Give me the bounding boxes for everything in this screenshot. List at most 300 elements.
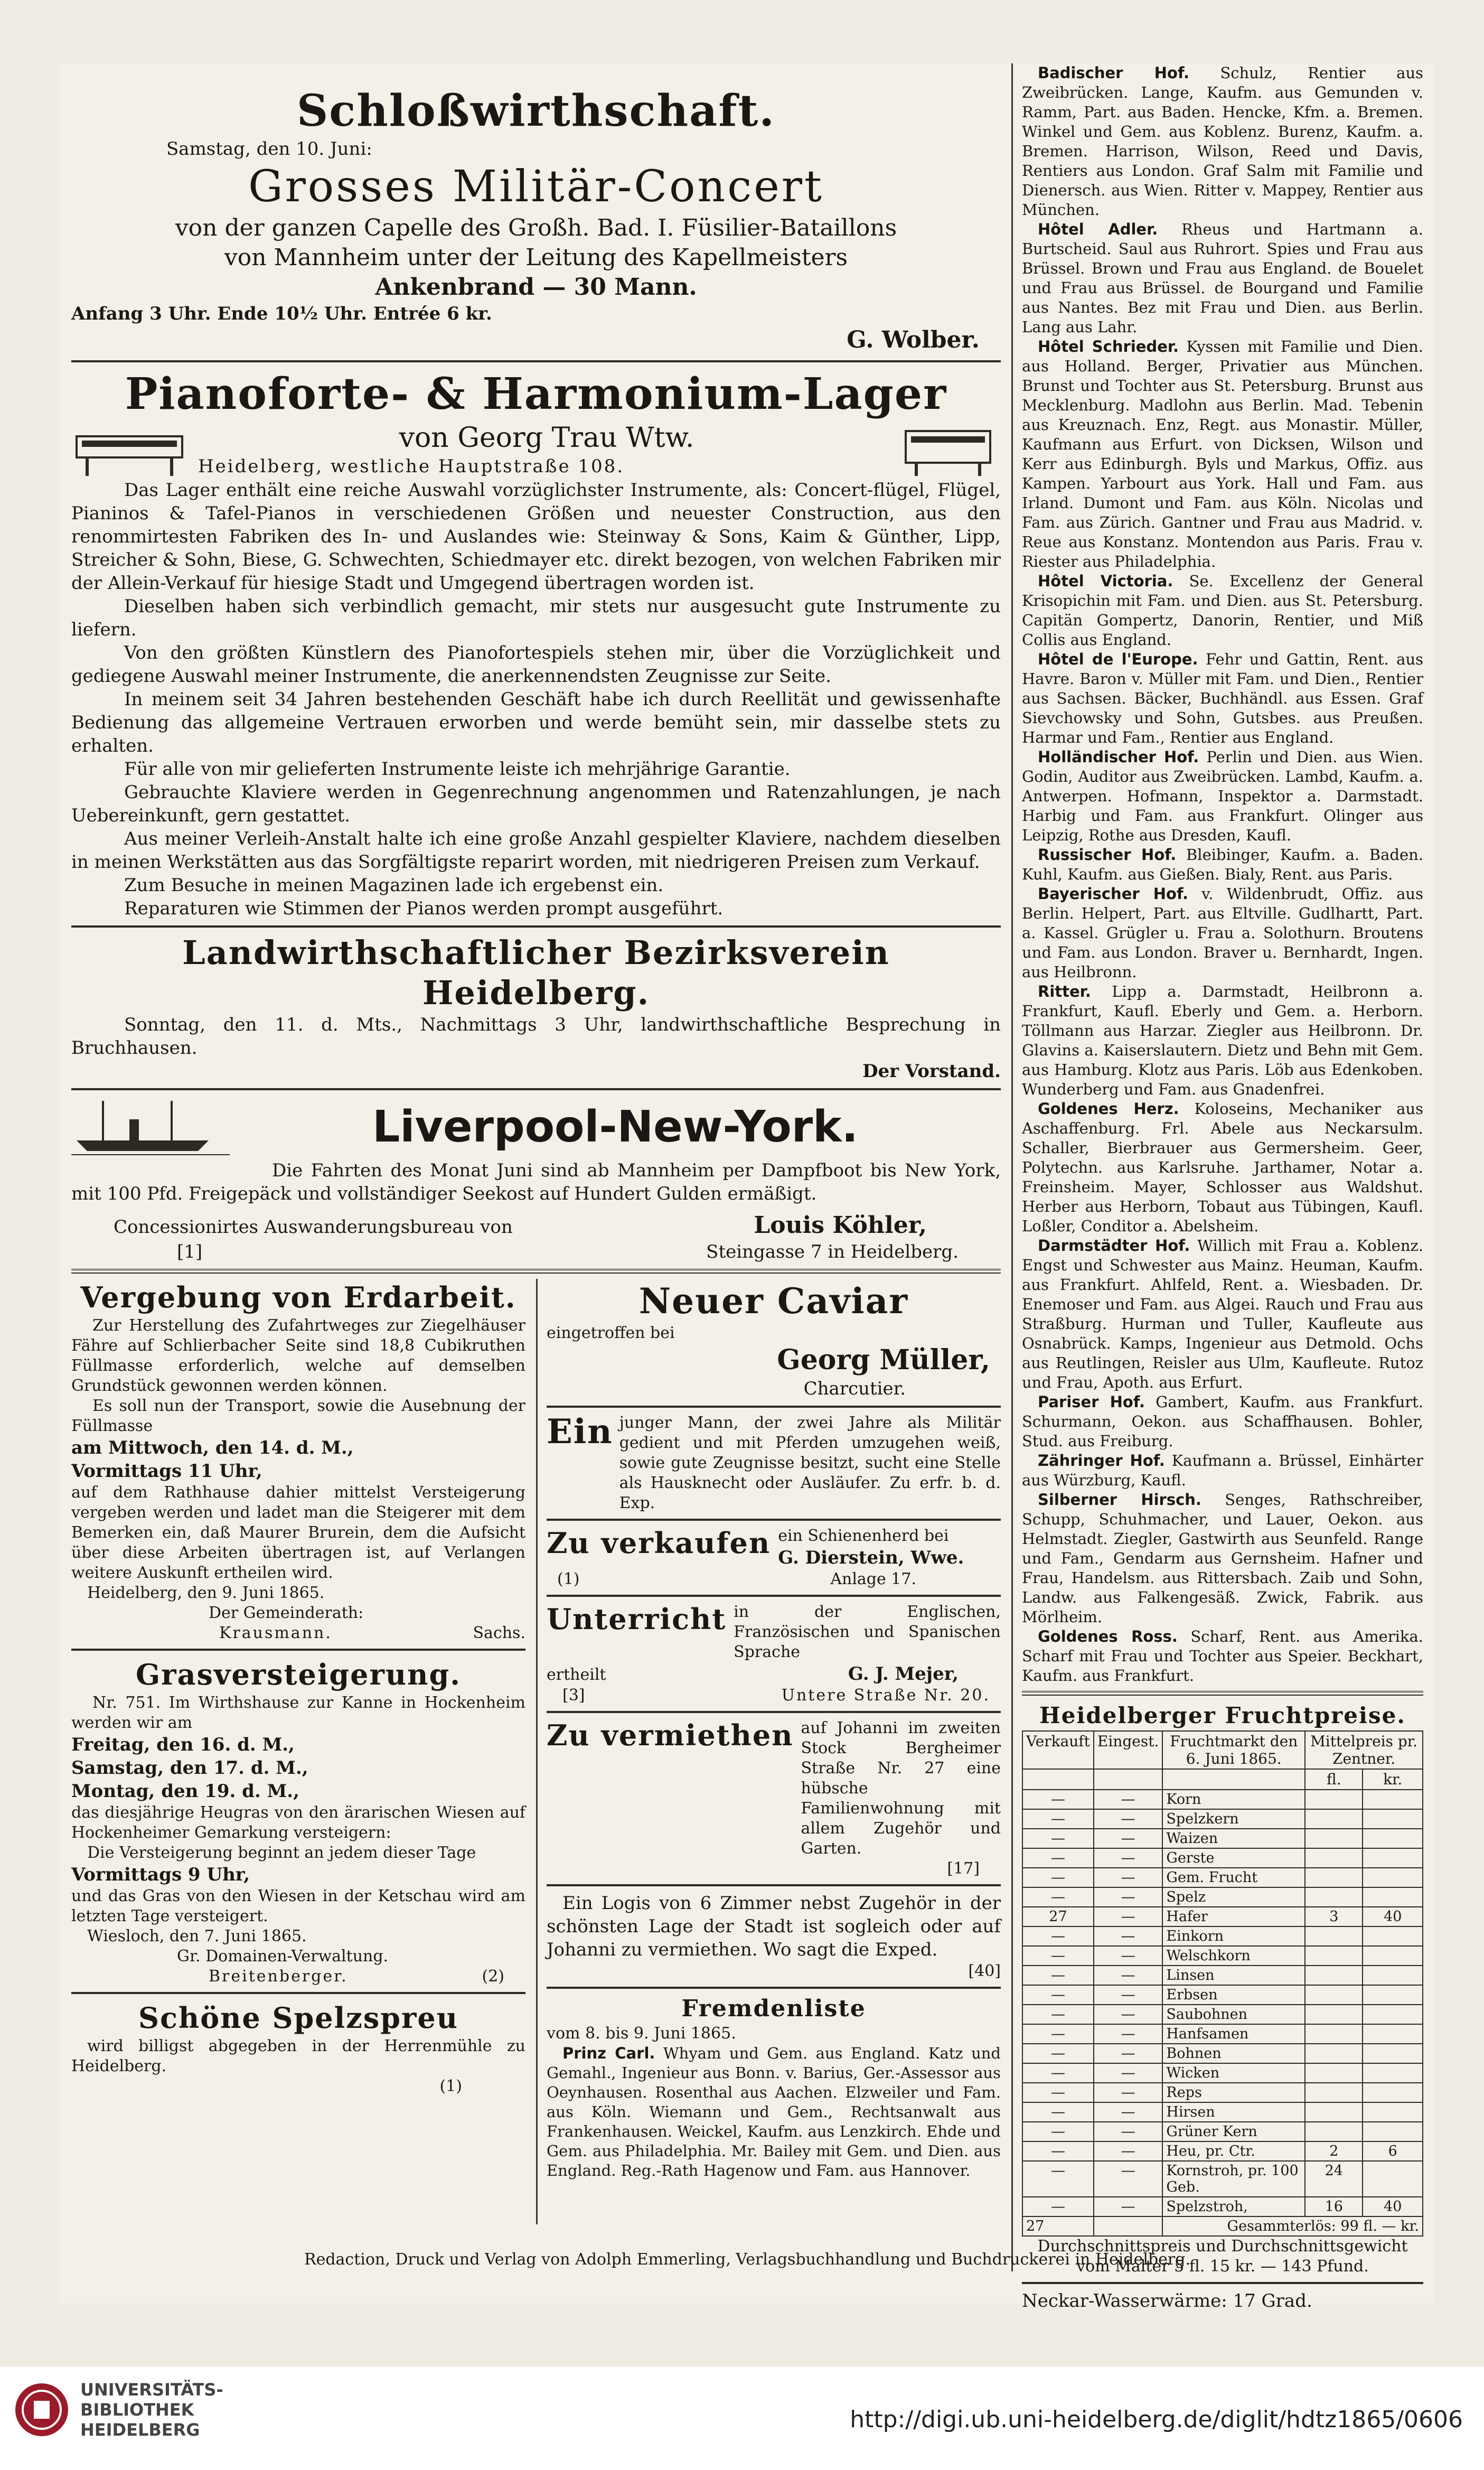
- liverpool-title: Liverpool-New-York.: [372, 1102, 858, 1152]
- divider: [547, 1595, 1001, 1597]
- landw-sign: Der Vorstand.: [862, 1061, 1001, 1082]
- lower-ads: [71, 1279, 1001, 2224]
- library-line2: BIBLIOTHEK: [80, 2400, 194, 2420]
- hotel-guests: Whyam und Gem. aus England. Katz und Gemahl., Ingenieur aus Bonn. v. Barius, Ger.-Assessor aus Oeynhausen. Rosenthal aus Aachen. Elzweiler und Fam. aus Köln. Wiemann und Gem., Rechtsanwalt aus Frankenhausen. Weickel, Kaufm. aus Lenzkirch. Ehde und Gem. aus Philadelphia. Mr. Bailey mit Gem. und Dien. aus England. Reg.-Rath Hagenow und Fam. aus Hannover.: [547, 2044, 1001, 2179]
- cell-name: Kornstroh, pr. 100 Geb.: [1162, 2161, 1305, 2197]
- hotel-name: Darmstädter Hof.: [1038, 1237, 1190, 1255]
- cell-v: —: [1022, 1966, 1094, 1985]
- cell-kr: [1363, 2044, 1423, 2063]
- gras-time: Vormittags 9 Uhr,: [71, 1864, 250, 1885]
- cell-kr: [1363, 1809, 1423, 1829]
- fremden-list: [547, 1994, 1001, 2181]
- unterricht-name: G. J. Mejer,: [848, 1663, 959, 1685]
- price-table: [1022, 1730, 1423, 2237]
- unterricht-ad: [547, 1602, 1001, 1706]
- vergebung-sign2: Sachs.: [473, 1624, 525, 1642]
- spelz-title: Schöne Spelzspreu: [138, 2001, 459, 2035]
- caviar-ad: [547, 1279, 1001, 1400]
- piano-p2: Dieselben haben sich verbindlich gemacht, mir stets nur ausgesucht gute Instrumente zu liefern.: [71, 596, 1001, 640]
- table-row: [1022, 2122, 1423, 2141]
- table-row: [1022, 2063, 1423, 2083]
- vergebung-name: Krausmann.: [219, 1624, 332, 1642]
- schloss-conductor: Ankenbrand — 30 Mann.: [375, 274, 697, 301]
- cell-v: —: [1022, 1809, 1094, 1829]
- table-row: [1022, 2024, 1423, 2044]
- table-row: [1022, 1829, 1423, 1848]
- cell-v: —: [1022, 1868, 1094, 1887]
- divider: [547, 1711, 1001, 1713]
- caviar-job: Charcutier.: [803, 1378, 906, 1399]
- hotel-name: Hôtel Victoria.: [1038, 572, 1173, 590]
- verkaufen-ad: [547, 1526, 1001, 1589]
- logis-num: [40]: [968, 1962, 1001, 1980]
- cell-fl: [1305, 1887, 1363, 1907]
- cell-kr: [1363, 1848, 1423, 1868]
- cell-kr: [1363, 2161, 1423, 2197]
- cell-e: —: [1094, 1985, 1162, 2005]
- cell-v: —: [1022, 2044, 1094, 2063]
- vergebung-time: Vormittags 11 Uhr,: [71, 1461, 262, 1482]
- hotel-entry: [1022, 747, 1423, 845]
- hotel-name: Ritter.: [1038, 983, 1091, 1000]
- cell-e: —: [1094, 1809, 1162, 1829]
- piano-p9: Reparaturen wie Stimmen der Pianos werden prompt ausgeführt.: [124, 898, 724, 919]
- cell-name: Hanfsamen: [1162, 2024, 1305, 2044]
- divider: [547, 1406, 1001, 1408]
- cell-kr: [1363, 1829, 1423, 1848]
- hotel-guests: Gambert, Kaufm. aus Frankfurt. Schurmann, Oekon. aus Schaffhausen. Bohler, Stud. aus Freiburg.: [1022, 1393, 1424, 1450]
- table-row: [1022, 1946, 1423, 1966]
- hotel-guests: Kaufmann a. Brüssel, Einhärter aus Würzburg, Kaufl.: [1022, 1452, 1423, 1489]
- col-mittelpreis: Mittelpreis pr. Zentner.: [1305, 1731, 1423, 1769]
- lower-left-column: [71, 1279, 525, 2097]
- cell-name: Gerste: [1162, 1848, 1305, 1868]
- cell-fl: [1305, 1985, 1363, 2005]
- cell-v: —: [1022, 1946, 1094, 1966]
- hotel-guests: Willich mit Frau a. Koblenz. Engst und Schwester aus Mainz. Heuman, Kaufm. aus Frankfurt. Ahlfeld, Rent. a. Wiesbaden. Dr. Enemoser und Fam. aus Algei. Rauch und Frau aus Straßburg. Hurman und Tuller, Kaufleute aus Osnabrück. Kamps, Ingenieur aus Detmold. Ochs aus Reutlingen, Reisler aus Ulm, Kaufleute. Rutoz und Frau, Apoth. aus Erfurt.: [1022, 1237, 1423, 1391]
- hotel-entry: [1022, 337, 1423, 572]
- schloss-line2: von Mannheim unter der Leitung des Kapellmeisters: [224, 244, 848, 271]
- cell-name: Spelz: [1162, 1887, 1305, 1907]
- hotel-entry: [1022, 63, 1423, 220]
- gras-d1: Freitag, den 16. d. M.,: [71, 1734, 295, 1755]
- unterricht-text: in der Englischen, Französischen und Spanischen Sprache: [734, 1603, 1001, 1661]
- gras-d2: Samstag, den 17. d. M.,: [71, 1757, 308, 1779]
- cell-e: —: [1094, 2044, 1162, 2063]
- hotel-entry: [1022, 982, 1423, 1099]
- cell-e: —: [1094, 2141, 1162, 2161]
- divider: [71, 1269, 1001, 1274]
- unterricht-num: [3]: [562, 1686, 585, 1705]
- cell-v: —: [1022, 2083, 1094, 2102]
- hotel-name: Goldenes Herz.: [1038, 1100, 1179, 1118]
- hotel-name: Hôtel de l'Europe.: [1038, 650, 1198, 668]
- table-row: [1022, 1926, 1423, 1946]
- cell-e: —: [1094, 1848, 1162, 1868]
- steamship-image: [71, 1096, 230, 1159]
- divider: [547, 1987, 1001, 1989]
- cell-v: —: [1022, 2197, 1094, 2216]
- cell-kr: [1363, 1946, 1423, 1966]
- cell-fl: 3: [1305, 1907, 1363, 1926]
- cell-fl: 16: [1305, 2197, 1363, 2216]
- schloss-date: Samstag, den 10. Juni:: [166, 138, 372, 160]
- vermiethen-ad: [547, 1718, 1001, 1879]
- piano-title: Pianoforte- & Harmonium-Lager: [125, 369, 947, 419]
- cell-fl: [1305, 1946, 1363, 1966]
- gras-d3: Montag, den 19. d. M.,: [71, 1781, 299, 1802]
- neckar-temperature: Neckar-Wasserwärme: 17 Grad.: [1022, 2290, 1312, 2312]
- vergebung-p3: auf dem Rathhause dahier mittelst Versteigerung vergeben werden und ladet man die Steigerer mit dem Bemerken ein, daß Maurer Brurein, dem die Aufsicht über diese Arbeiten übertragen ist, auf Verlangen weitere Auskunft ertheilen wird.: [71, 1483, 525, 1582]
- cell-e: —: [1094, 1946, 1162, 1966]
- table-row: [1022, 2005, 1423, 2024]
- cell-fl: [1305, 2024, 1363, 2044]
- hotel-name: Prinz Carl.: [562, 2044, 655, 2062]
- price-table-body: [1022, 1790, 1423, 2216]
- schloss-line1: von der ganzen Capelle des Großh. Bad. I. Füsilier-Bataillons: [175, 214, 897, 241]
- cell-fl: [1305, 1829, 1363, 1848]
- gras-p3: Die Versteigerung beginnt an jedem dieser Tage: [87, 1844, 476, 1862]
- cell-kr: [1363, 1966, 1423, 1985]
- cell-name: Saubohnen: [1162, 2005, 1305, 2024]
- cell-name: Reps: [1162, 2083, 1305, 2102]
- library-line3: HEIDELBERG: [80, 2420, 200, 2440]
- unterricht-sub: ertheilt: [547, 1666, 606, 1684]
- cell-kr: [1363, 1985, 1423, 2005]
- cell-v: —: [1022, 2063, 1094, 2083]
- cell-v: —: [1022, 1790, 1094, 1809]
- schloss-title: Schloßwirthschaft.: [297, 86, 775, 136]
- cell-kr: [1363, 2102, 1423, 2122]
- divider: [71, 360, 1001, 362]
- cell-e: —: [1094, 2005, 1162, 2024]
- cell-fl: 2: [1305, 2141, 1363, 2161]
- cell-v: —: [1022, 2122, 1094, 2141]
- frucht-title: Heidelberger Fruchtpreise.: [1039, 1702, 1406, 1728]
- hotel-list: [1022, 63, 1423, 1686]
- piano-p7: Aus meiner Verleih-Anstalt halte ich eine große Anzahl gespielter Klaviere, nachdem dieselben in meinen Werkstätten aus das Sorgfältigste reparirt worden, mit niedrigeren Preisen zum Verkauf.: [71, 828, 1001, 873]
- cell-fl: [1305, 2063, 1363, 2083]
- divider: [71, 925, 1001, 928]
- hotel-name: Pariser Hof.: [1038, 1393, 1145, 1411]
- cell-e: —: [1094, 1926, 1162, 1946]
- gras-p4: und das Gras von den Wiesen in der Ketschau wird am letzten Tage versteigert.: [71, 1887, 525, 1925]
- landw-ad: [71, 933, 1001, 1083]
- hotel-entry: [1022, 1451, 1423, 1490]
- col-eingestellt: Eingest.: [1094, 1731, 1162, 1769]
- verkaufen-head: Zu verkaufen: [547, 1526, 771, 1560]
- spelz-text: wird billigst abgegeben in der Herrenmühle zu Heidelberg.: [71, 2037, 525, 2075]
- vergebung-ad: [71, 1279, 525, 1643]
- cell-fl: [1305, 2102, 1363, 2122]
- cell-fl: [1305, 2005, 1363, 2024]
- hotel-name: Goldenes Ross.: [1038, 1627, 1178, 1645]
- gras-title: Grasversteigerung.: [136, 1658, 461, 1691]
- piano-p4: In meinem seit 34 Jahren bestehenden Geschäft habe ich durch Reellität und gewissenhafte Bedienung das allgemeine Vertrauen erworben und werde bemüht sein, mir dasselbe stets zu erhalten.: [71, 689, 1001, 756]
- hotel-name: Holländischer Hof.: [1038, 748, 1199, 766]
- cell-e: —: [1094, 1829, 1162, 1848]
- cell-name: Spelzkern: [1162, 1809, 1305, 1829]
- cell-name: Korn: [1162, 1790, 1305, 1809]
- divider: [547, 1519, 1001, 1521]
- lower-right-column: [547, 1279, 1001, 2181]
- hotel-name: Silberner Hirsch.: [1038, 1491, 1201, 1509]
- hotel-guests: Lipp a. Darmstadt, Heilbronn a. Frankfurt, Kaufl. Eberly und Gem. a. Herborn. Töllmann aus Harzar. Ziegler aus Heilbronn. Dr. Glavins a. Kaiserslautern. Dietz und Behn mit Gem. aus Hamburg. Klotz aus Paris. Löb aus Edenkoben. Wunderberg und Fam. aus Gnadenfrei.: [1022, 983, 1423, 1098]
- col-fl: fl.: [1305, 1769, 1363, 1790]
- hotel-guests: Fehr und Gattin, Rent. aus Havre. Baron v. Müller mit Fam. und Dien., Rentier aus Sachsen. Bäcker, Buchhändl. aus Essen. Graf Sievchowsky und Sohn, Gutsbes. aus Preußen. Harmar und Fam., Rentier aus England.: [1022, 650, 1424, 746]
- cell-kr: [1363, 2063, 1423, 2083]
- gras-p2: das diesjährige Heugras von den ärarischen Wiesen auf Hockenheimer Gemarkung versteigern:: [71, 1803, 525, 1842]
- piano-p3: Von den größten Künstlern des Pianofortespiels stehen mir, über die Vorzüglichkeit und gediegene Auswahl meiner Instrumente, die anerkennendsten Zeugnisse zur Seite.: [71, 642, 1001, 687]
- piano-image-left: [71, 420, 198, 479]
- library-logo[interactable]: [13, 2380, 223, 2440]
- cell-name: Heu, pr. Ctr.: [1162, 2141, 1305, 2161]
- piano-owner: von Georg Trau Wtw.: [399, 422, 694, 454]
- table-row: [1022, 1809, 1423, 1829]
- imprint: Redaction, Druck und Verlag von Adolph Emmerling, Verlagsbuchhandlung und Buchdruckerei in Heidelberg.: [304, 2250, 1190, 2269]
- cell-v: —: [1022, 2102, 1094, 2122]
- cell-fl: [1305, 1848, 1363, 1868]
- vergebung-date: am Mittwoch, den 14. d. M.,: [71, 1437, 354, 1458]
- liverpool-text: Die Fahrten des Monat Juni sind ab Mannheim per Dampfboot bis New York, mit 100 Pfd. Freigepäck und vollständiger Seekost auf Hundert Gulden ermäßigt.: [71, 1160, 1001, 1204]
- hotel-guests: Schulz, Rentier aus Zweibrücken. Lange, Kaufm. aus Gemunden v. Ramm, Part. aus Baden. Hencke, Kfm. a. Bremen. Winkel und Gem. aus Koblenz. Burenz, Kaufm. a. Bremen. Harrison, Wilson, Reed und Davis, Rentiers aus London. Graf Salm mit Familie und Dienersch. aus Wien. Ritter v. Mappey, Rentier aus München.: [1022, 64, 1424, 219]
- table-row: [1022, 1868, 1423, 1887]
- durchschnitt-line2: vom Malter 5 fl. 15 kr. — 143 Pfund.: [1076, 2257, 1369, 2276]
- cell-e: —: [1094, 2024, 1162, 2044]
- piano-address: Heidelberg, westliche Hauptstraße 108.: [198, 456, 625, 477]
- gras-ad: [71, 1656, 525, 1987]
- liverpool-addr: Steingasse 7 in Heidelberg.: [706, 1241, 959, 1262]
- cell-e: —: [1094, 2161, 1162, 2197]
- cell-v: 27: [1022, 1907, 1094, 1926]
- cell-e: —: [1094, 2063, 1162, 2083]
- hotel-guests: Perlin und Dien. aus Wien. Godin, Auditor aus Zweibrücken. Lambd, Kaufm. a. Antwerpen. Hofmann, Inspektor a. Darmstadt. Harbig und Fam. aus Frankfurt. Olinger aus Leipzig, Rothe aus Dresden, Kaufl.: [1022, 748, 1423, 844]
- total-verkauft: 27: [1022, 2216, 1094, 2236]
- hotel-entry: [1022, 884, 1423, 982]
- gras-name: Breitenberger.: [209, 1967, 348, 1986]
- hotel-name: Hôtel Adler.: [1038, 220, 1158, 238]
- hotel-name: Russischer Hof.: [1038, 846, 1177, 864]
- cell-kr: [1363, 2083, 1423, 2102]
- gras-num: (2): [482, 1967, 504, 1986]
- hotel-entry: [1022, 1392, 1423, 1451]
- cell-kr: 6: [1363, 2141, 1423, 2161]
- cell-name: Einkorn: [1162, 1926, 1305, 1946]
- cell-name: Linsen: [1162, 1966, 1305, 1985]
- right-column: [1022, 63, 1423, 2313]
- hotel-guests: Bleibinger, Kaufm. a. Baden. Kuhl, Kaufm. aus Gießen. Bialy, Rent. aus Paris.: [1022, 846, 1424, 883]
- logis-ad: [547, 1892, 1001, 1981]
- cell-name: Wicken: [1162, 2063, 1305, 2083]
- vermiethen-num: [17]: [947, 1859, 980, 1878]
- cell-v: —: [1022, 1848, 1094, 1868]
- cell-fl: [1305, 2122, 1363, 2141]
- cell-kr: [1363, 2005, 1423, 2024]
- divider: [71, 1088, 1001, 1090]
- cell-fl: [1305, 1926, 1363, 1946]
- table-row: [1022, 2083, 1423, 2102]
- vermiethen-head: Zu vermiethen: [547, 1718, 794, 1752]
- source-url[interactable]: http://digi.ub.uni-heidelberg.de/diglit/hdtz1865/0606: [850, 2406, 1463, 2433]
- sub-column-divider: [536, 1279, 538, 2224]
- cell-e: —: [1094, 1907, 1162, 1926]
- cell-e: —: [1094, 1790, 1162, 1809]
- left-column: [71, 63, 1001, 2224]
- schloss-sign: G. Wolber.: [847, 326, 980, 353]
- divider: [1022, 2282, 1423, 2284]
- table-row: [1022, 2044, 1423, 2063]
- total-erloes: Gesammterlös: 99 fl. — kr.: [1162, 2216, 1423, 2236]
- cell-kr: [1363, 1926, 1423, 1946]
- schloss-times: Anfang 3 Uhr. Ende 10½ Uhr. Entrée 6 kr.: [71, 303, 492, 324]
- hotel-entry: [1022, 1490, 1423, 1627]
- hotel-name: Hôtel Schrieder.: [1038, 338, 1179, 355]
- logis-text: Ein Logis von 6 Zimmer nebst Zugehör in der schönsten Lage der Stadt ist sogleich oder auf Johanni zu vermiethen. Wo sagt die Exped.: [547, 1893, 1001, 1960]
- cell-v: —: [1022, 2141, 1094, 2161]
- cell-e: —: [1094, 2102, 1162, 2122]
- vergebung-title: Vergebung von Erdarbeit.: [80, 1280, 516, 1314]
- table-row: [1022, 1790, 1423, 1809]
- piano-p1: Das Lager enthält eine reiche Auswahl vorzüglichster Instrumente, als: Concert-flügel, Flügel, Pianinos & Tafel-Pianos in verschiedenen Größen und neuester Construction, aus den renommirtesten Fabriken des In- und Auslandes wie: Steinway & Sons, Kaim & Günther, Lipp, Streicher & Sohn, Biese, G. Schwechten, Schiedmayer etc. direkt bezogen, von welchen Fabriken mir der Allein-Verkauf für hiesige Stadt und Umgegend übertragen worden ist.: [71, 480, 1001, 594]
- table-row: [1022, 1887, 1423, 1907]
- hotel-entry: [1022, 220, 1423, 337]
- unterricht-head: Unterricht: [547, 1602, 727, 1636]
- hotel-entry: [1022, 845, 1423, 884]
- cell-v: —: [1022, 1887, 1094, 1907]
- cell-kr: [1363, 1790, 1423, 1809]
- fremden-date: vom 8. bis 9. Juni 1865.: [547, 2024, 736, 2043]
- cell-v: —: [1022, 2024, 1094, 2044]
- cell-fl: 24: [1305, 2161, 1363, 2197]
- piano-p5: Für alle von mir gelieferten Instrumente leiste ich mehrjährige Garantie.: [124, 759, 791, 780]
- cell-kr: 40: [1363, 1907, 1423, 1926]
- cell-v: —: [1022, 2161, 1094, 2197]
- cell-kr: [1363, 1868, 1423, 1887]
- divider: [547, 1884, 1001, 1886]
- liverpool-name: Louis Köhler,: [754, 1212, 927, 1239]
- piano-p6: Gebrauchte Klaviere werden in Gegenrechnung angenommen und Ratenzahlungen, je nach Uebereinkunft, gern gestattet.: [71, 782, 1001, 826]
- liverpool-bureau: Concessionirtes Auswanderungsbureau von: [114, 1217, 513, 1238]
- unterricht-addr: Untere Straße Nr. 20.: [781, 1686, 990, 1705]
- liverpool-num: [1]: [177, 1241, 203, 1262]
- hotel-name: Bayerischer Hof.: [1038, 885, 1189, 903]
- landw-title: Landwirthschaftlicher Bezirksverein Heidelberg.: [182, 933, 890, 1012]
- cell-fl: [1305, 1868, 1363, 1887]
- cell-kr: [1363, 1887, 1423, 1907]
- cell-name: Hirsen: [1162, 2102, 1305, 2122]
- col-verkauft: Verkauft: [1022, 1731, 1094, 1769]
- table-row: [1022, 2161, 1423, 2197]
- cell-fl: [1305, 2083, 1363, 2102]
- fremden-title: Fremdenliste: [681, 1995, 866, 2022]
- cell-name: Waizen: [1162, 1829, 1305, 1848]
- table-row: [1022, 1848, 1423, 1868]
- cell-fl: [1305, 2044, 1363, 2063]
- cell-name: Hafer: [1162, 1907, 1305, 1926]
- col-fruchtmarkt: Fruchtmarkt den 6. Juni 1865.: [1162, 1731, 1305, 1769]
- piano-ad: [71, 368, 1001, 920]
- table-row: [1022, 1907, 1423, 1926]
- hotel-entry: [1022, 1236, 1423, 1392]
- cell-name: Bohnen: [1162, 2044, 1305, 2063]
- divider: [71, 1649, 525, 1651]
- hotel-entry: [1022, 1627, 1423, 1686]
- hotel-entry: [1022, 572, 1423, 650]
- cell-e: —: [1094, 1966, 1162, 1985]
- cell-kr: [1363, 2024, 1423, 2044]
- harmonium-image-right: [895, 420, 1001, 479]
- hotel-guests: Kyssen mit Familie und Dien. aus Holland. Berger, Privatier aus München. Brunst und Tochter aus St. Petersburg. Brunst aus Mecklenburg. Madlohn aus Berlin. Mad. Tebenin aus Kreuznach. Enz, Regt. aus Monastir. Müller, Kaufmann aus Erfurt. von Dicksen, Wilson und Kerr aus Edinburgh. Byls und Markus, Offiz. aus Kampen. Yarbourt aus York. Hall und Fam. aus Irland. Dumont und Fam. aus Köln. Nicolas und Fam. aus Zürich. Gantner und Frau aus Madrid. v. Reue aus Konstanz. Montendon aus Paris. Frau v. Riester aus Philadelphia.: [1022, 338, 1423, 570]
- vergebung-org: Der Gemeinderath:: [209, 1604, 364, 1622]
- university-seal-icon: [13, 2381, 71, 2439]
- column-divider: [1011, 63, 1013, 2271]
- ein-ad: [547, 1413, 1001, 1513]
- library-line1: UNIVERSITÄTS-: [80, 2380, 223, 2400]
- caviar-title: Neuer Caviar: [638, 1280, 909, 1322]
- cell-name: Gem. Frucht: [1162, 1868, 1305, 1887]
- cell-e: —: [1094, 1887, 1162, 1907]
- verkaufen-name: G. Dierstein, Wwe.: [778, 1547, 964, 1568]
- caviar-sub: eingetroffen bei: [547, 1324, 675, 1342]
- hotel-name: Zähringer Hof.: [1038, 1452, 1165, 1470]
- newspaper-page: [61, 63, 1434, 2312]
- cell-name: Erbsen: [1162, 1985, 1305, 2005]
- gras-place: Wiesloch, den 7. Juni 1865.: [87, 1927, 307, 1945]
- table-row: [1022, 1966, 1423, 1985]
- hotel-guests: Scharf, Rent. aus Amerika. Scharf mit Frau und Tochter aus Speier. Beckhart, Kaufm. aus Frankfurt.: [1022, 1627, 1423, 1685]
- piano-p8: Zum Besuche in meinen Magazinen lade ich ergebenst ein.: [124, 875, 664, 896]
- table-row: [1022, 2197, 1423, 2216]
- hotel-guests: Koloseins, Mechaniker aus Aschaffenburg. Frl. Abele aus Neckarsulm. Schaller, Bierbrauer aus Germersheim. Geer, Polytechn. aus Karlsruhe. Jarthamer, Notar a. Freinsheim. Mayer, Schlosser aus Waldshut. Herber aus Herborn, Tobaut aus Tübingen, Kaufl. Loßler, Conditor a. Abelsheim.: [1022, 1100, 1424, 1235]
- hotel-guests: v. Wildenbrudt, Offiz. aus Berlin. Helpert, Part. aus Eltville. Gudlhartt, Part. a. Kassel. Grügler u. Frau a. Solothurn. Broutens und Fam. aus London. Braver u. Bernhardt, Ingen. aus Heilbronn.: [1022, 885, 1423, 981]
- cell-fl: [1305, 1790, 1363, 1809]
- spelz-num: (1): [439, 2077, 462, 2095]
- fruchtpreise: [1022, 1701, 1423, 2313]
- divider: [71, 1992, 525, 1994]
- cell-name: Spelzstroh,: [1162, 2197, 1305, 2216]
- cell-kr: [1363, 2122, 1423, 2141]
- cell-name: Welschkorn: [1162, 1946, 1305, 1966]
- caviar-name: Georg Müller,: [777, 1344, 990, 1376]
- hotel-guests: Senges, Rathschreiber, Schupp, Schuhmacher, und Lauer, Oekon. aus Helmstadt. Ziegler, Gastwirth aus Seunfeld. Range und Fam., Gendarm aus Gernsheim. Hafner und Frau, Handelsm. aus Rittersbach. Zaib und Sohn, Landw. aus Falkengesäß. Zwick, Fabrik. aus Mörlheim.: [1022, 1491, 1423, 1626]
- hotel-guests: Se. Excellenz der General Krisopichin mit Fam. und Dien. aus St. Petersburg. Capitän Gompertz, Danorin, Rentier, und Miß Collis aus England.: [1022, 572, 1423, 649]
- cell-e: —: [1094, 2197, 1162, 2216]
- cell-e: —: [1094, 2083, 1162, 2102]
- ein-head: Ein: [547, 1412, 613, 1452]
- verkaufen-addr: Anlage 17.: [830, 1570, 916, 1588]
- gras-p1: Nr. 751. Im Wirthshause zur Kanne in Hockenheim werden wir am: [71, 1694, 525, 1732]
- vergebung-place: Heidelberg, den 9. Juni 1865.: [87, 1584, 325, 1602]
- cell-e: —: [1094, 2122, 1162, 2141]
- durchschnitt-line1: Durchschnittspreis und Durchschnittsgewicht: [1037, 2237, 1408, 2256]
- ein-text: junger Mann, der zwei Jahre als Militär gedient und mit Pferden umzugehen weiß, sowie gute Zeugnisse besitzt, sucht eine Stelle als Hausknecht oder Ausläufer. Zu erfr. b. d. Exp.: [619, 1414, 1001, 1512]
- cell-v: —: [1022, 1829, 1094, 1848]
- hotel-entry: [1022, 650, 1423, 747]
- table-row: [1022, 2102, 1423, 2122]
- liverpool-ad: [71, 1096, 1001, 1264]
- gras-org: Gr. Domainen-Verwaltung.: [177, 1947, 389, 1966]
- cell-e: —: [1094, 1868, 1162, 1887]
- cell-v: —: [1022, 1985, 1094, 2005]
- col-kr: kr.: [1363, 1769, 1423, 1790]
- cell-fl: [1305, 1966, 1363, 1985]
- verkaufen-text: ein Schienenherd bei: [778, 1527, 949, 1545]
- cell-kr: 40: [1363, 2197, 1423, 2216]
- schloss-ad: [71, 85, 1001, 355]
- table-row: [1022, 2141, 1423, 2161]
- cell-fl: [1305, 1809, 1363, 1829]
- schloss-headline: Grosses Militär-Concert: [248, 162, 824, 212]
